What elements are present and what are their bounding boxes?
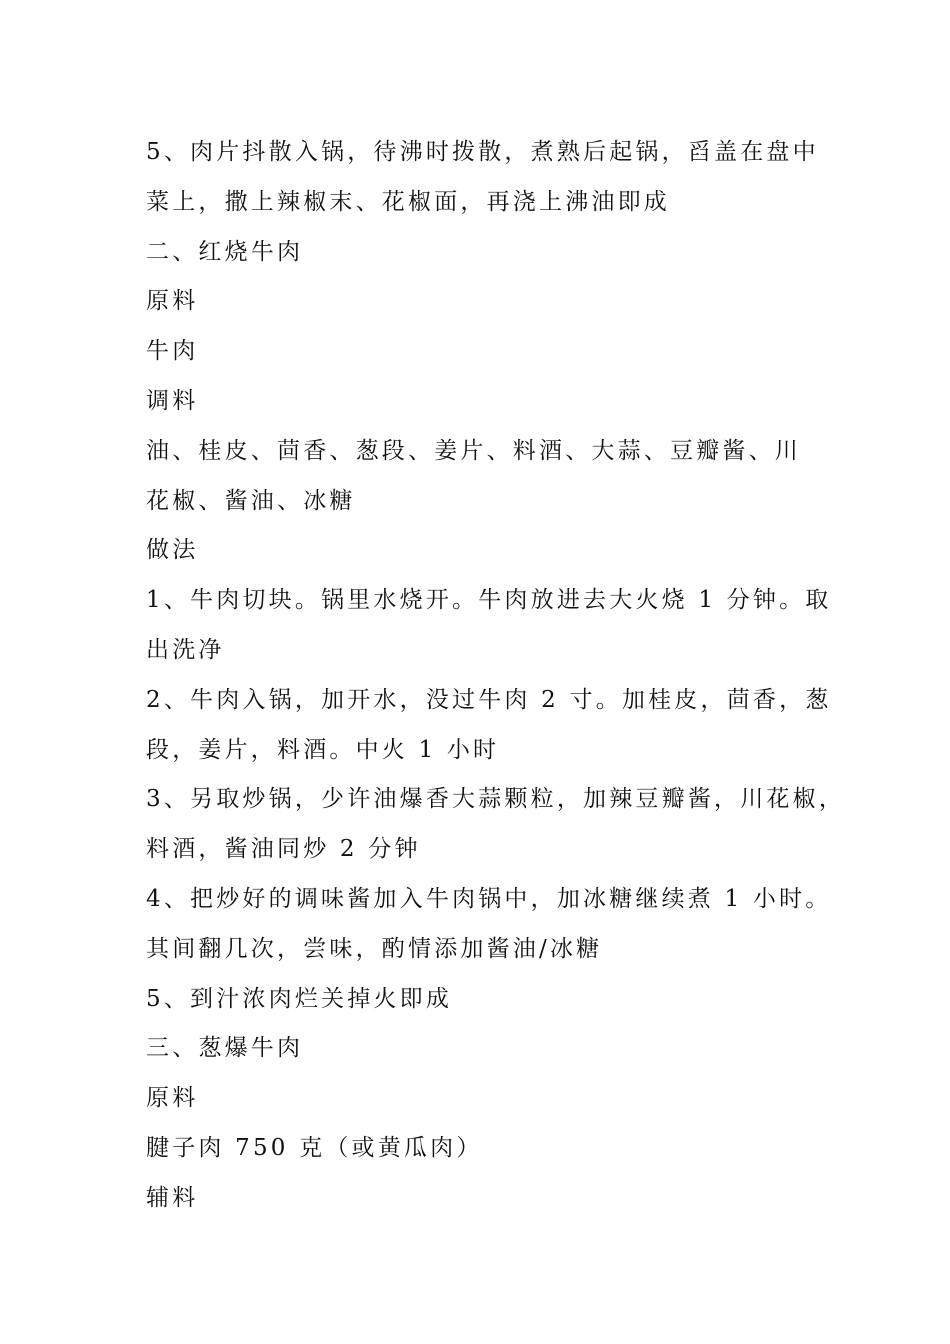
method-label: 做法	[146, 537, 199, 564]
section-heading-braised-beef: 二、红烧牛肉	[146, 238, 304, 265]
ingredients-text: 牛肉	[146, 338, 199, 365]
step-5-text: 5、肉片抖散入锅，待沸时拨散，煮熟后起锅，舀盖在盘中	[146, 139, 819, 165]
section-heading-scallion-beef: 三、葱爆牛肉	[146, 1035, 304, 1062]
method-step-3-continued: 料酒，酱油同炒 2 分钟	[146, 836, 421, 863]
method-step-4-continued: 其间翻几次，尝味，酌情添加酱油/冰糖	[146, 935, 603, 962]
method-step-2-continued: 段，姜片，料酒。中火 1 小时	[146, 736, 500, 763]
method-step-1: 1、牛肉切块。锅里水烧开。牛肉放进去大火烧 1 分钟。取	[146, 587, 832, 614]
seasonings-text: 油、桂皮、茴香、葱段、姜片、料酒、大蒜、豆瓣酱、川	[146, 437, 801, 464]
ingredients-label: 原料	[146, 288, 199, 315]
method-step-5: 5、到汁浓肉烂关掉火即成	[146, 985, 453, 1012]
document-body	[146, 128, 846, 1224]
ingredients-text-2: 腱子肉 750 克（或黄瓜肉）	[146, 1134, 483, 1161]
method-step-3: 3、另取炒锅，少许油爆香大蒜颗粒，加辣豆瓣酱，川花椒，	[146, 786, 846, 813]
auxiliary-ingredients-label: 辅料	[146, 1184, 199, 1211]
seasonings-label: 调料	[146, 387, 199, 414]
method-step-4: 4、把炒好的调味酱加入牛肉锅中，加冰糖继续煮 1 小时。	[146, 885, 832, 912]
step-5-text-continued: 菜上，撒上辣椒末、花椒面，再浇上沸油即成	[146, 188, 670, 215]
seasonings-text-continued: 花椒、酱油、冰糖	[146, 487, 356, 514]
ingredients-label-2: 原料	[146, 1085, 199, 1112]
method-step-2: 2、牛肉入锅，加开水，没过牛肉 2 寸。加桂皮，茴香，葱	[146, 686, 832, 713]
method-step-1-continued: 出洗净	[146, 636, 225, 663]
